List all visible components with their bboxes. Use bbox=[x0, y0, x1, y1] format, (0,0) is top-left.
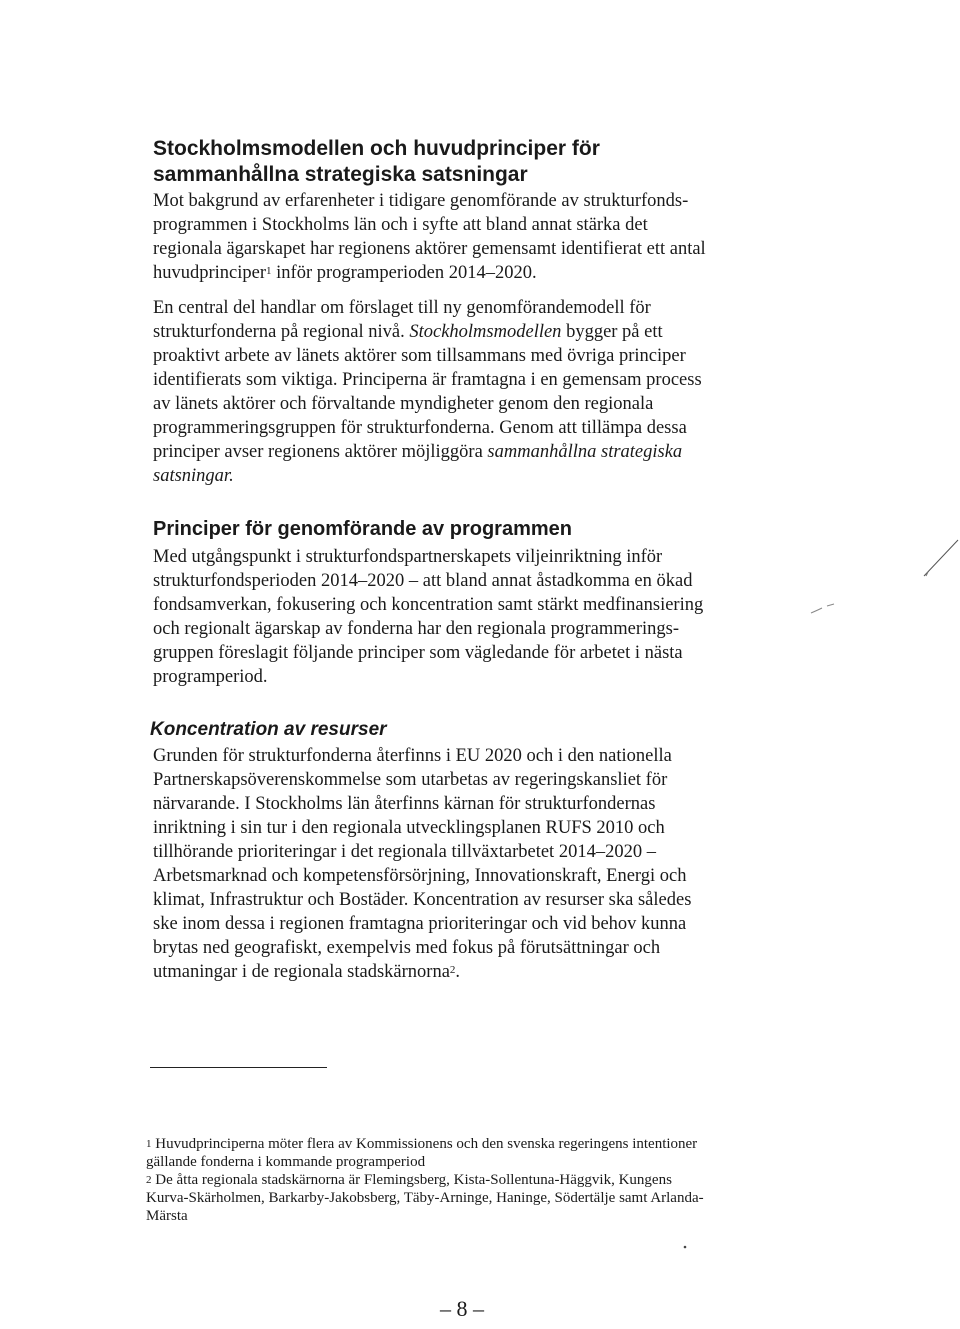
text-line bbox=[153, 960, 691, 984]
text-line: och regionalt ägarskap av fonderna har den regionala programmerings- bbox=[153, 619, 680, 639]
text-fragment: principer avser regionens aktörer möjliggöra bbox=[153, 442, 488, 462]
footnote-text: Kurva-Skärholmen, Barkarby-Jakobsberg, Täby-Arninge, Haninge, Södertälje samt Arlanda- bbox=[146, 1190, 704, 1206]
footnote-text: De åtta regionala stadskärnorna är Flemingsberg, Kista-Sollentuna-Häggvik, Kungens bbox=[151, 1172, 672, 1188]
footnote-reference: 2 bbox=[449, 964, 456, 976]
text-line: gruppen föreslagit följande principer som vägledande för arbetet i nästa bbox=[153, 643, 683, 663]
text-line: inriktning i sin tur i den regionala utvecklingsplanen RUFS 2010 och bbox=[153, 818, 665, 838]
page-number: – 8 – bbox=[440, 1296, 484, 1321]
paragraph-intro bbox=[153, 189, 706, 285]
pen-dash-mark bbox=[810, 603, 836, 615]
paragraph-principer bbox=[153, 545, 703, 689]
text-line: proaktivt arbete av länets aktörer som tillsammans med övriga principer bbox=[153, 346, 686, 366]
text-line: Partnerskapsöverenskommelse som utarbetas av regeringskansliet för bbox=[153, 770, 668, 790]
text-line: fondsamverkan, fokusering och koncentration samt stärkt medfinansiering bbox=[153, 595, 704, 615]
footnote-2 bbox=[146, 1171, 704, 1189]
paragraph-koncentration bbox=[153, 744, 691, 984]
text-line: närvarande. I Stockholms län återfinns kärnan för strukturfondernas bbox=[153, 794, 656, 814]
text-line: strukturfondsperioden 2014–2020 – att bland annat åstadkomma en ökad bbox=[153, 571, 693, 591]
text-line: ske inom dessa i regionen framtagna prioriteringar och vid behov kunna bbox=[153, 914, 687, 934]
heading-line: sammanhållna strategiska satsningar bbox=[153, 163, 528, 186]
text-line: Grunden för strukturfonderna återfinns i EU 2020 och i den nationella bbox=[153, 746, 672, 766]
footnotes bbox=[146, 1135, 704, 1225]
text-line: klimat, Infrastruktur och Bostäder. Koncentration av resurser ska således bbox=[153, 890, 692, 910]
emphasis-text: satsningar. bbox=[153, 466, 234, 486]
text-fragment: utmaningar i de regionala stadskärnorna bbox=[153, 962, 450, 982]
text-line: En central del handlar om förslaget till ny genomförandemodell för bbox=[153, 298, 651, 318]
emphasis-text: Stockholmsmodellen bbox=[409, 322, 562, 342]
paragraph-central-part bbox=[153, 296, 702, 488]
text-fragment: bygger på ett bbox=[561, 322, 663, 342]
section-heading-stockholmsmodellen bbox=[153, 136, 793, 188]
footnote-text: Huvudprinciperna möter flera av Kommissionens och den svenska regeringens intentioner bbox=[151, 1136, 698, 1152]
section-heading-principer: Principer för genomförande av programmen bbox=[153, 518, 572, 540]
text-line: tillhörande prioriteringar i det regionala tillväxtarbetet 2014–2020 – bbox=[153, 842, 656, 862]
footnote-text: gällande fonderna i kommande programperiod bbox=[146, 1154, 426, 1170]
heading-line: Stockholmsmodellen och huvudprinciper för bbox=[153, 137, 600, 160]
text-line: programmeringsgruppen för strukturfonderna. Genom att tillämpa dessa bbox=[153, 418, 687, 438]
footnote-text: Märsta bbox=[146, 1208, 188, 1224]
pen-stroke-mark bbox=[922, 538, 960, 578]
text-line: programperiod. bbox=[153, 667, 268, 687]
footnote-marker: 1 bbox=[146, 1138, 152, 1150]
text-fragment: strukturfonderna på regional nivå. bbox=[153, 322, 410, 342]
footnote-marker: 2 bbox=[146, 1174, 152, 1186]
footnote-divider bbox=[150, 1067, 327, 1068]
text-line: Arbetsmarknad och kompetensförsörjning, Innovationskraft, Energi och bbox=[153, 866, 687, 886]
text-line: Med utgångspunkt i strukturfondspartnerskapets viljeinriktning inför bbox=[153, 547, 663, 567]
text-line bbox=[153, 261, 706, 285]
text-line: identifierats som viktiga. Principerna är framtagna i en gemensam process bbox=[153, 370, 702, 390]
speck-mark bbox=[682, 1244, 688, 1250]
text-line: regionala ägarskapet har regionens aktörer gemensamt identifierat ett antal bbox=[153, 239, 706, 259]
text-line bbox=[153, 320, 702, 344]
text-fragment: huvudprinciper bbox=[153, 263, 267, 283]
text-line: av länets aktörer och förvaltande myndigheter genom den regionala bbox=[153, 394, 654, 414]
footnote-reference: 1 bbox=[266, 265, 272, 277]
text-line: Mot bakgrund av erfarenheter i tidigare genomförande av strukturfonds- bbox=[153, 191, 689, 211]
emphasis-text: sammanhållna strategiska bbox=[487, 442, 683, 462]
text-fragment: . bbox=[455, 962, 461, 982]
text-line: brytas ned geografiskt, exempelvis med fokus på förutsättningar och bbox=[153, 938, 661, 958]
text-fragment: inför programperioden 2014–2020. bbox=[271, 263, 537, 283]
footnote-1 bbox=[146, 1135, 704, 1153]
text-line bbox=[153, 440, 702, 464]
section-heading-koncentration: Koncentration av resurser bbox=[150, 719, 387, 740]
text-line: programmen i Stockholms län och i syfte att bland annat stärka det bbox=[153, 215, 648, 235]
